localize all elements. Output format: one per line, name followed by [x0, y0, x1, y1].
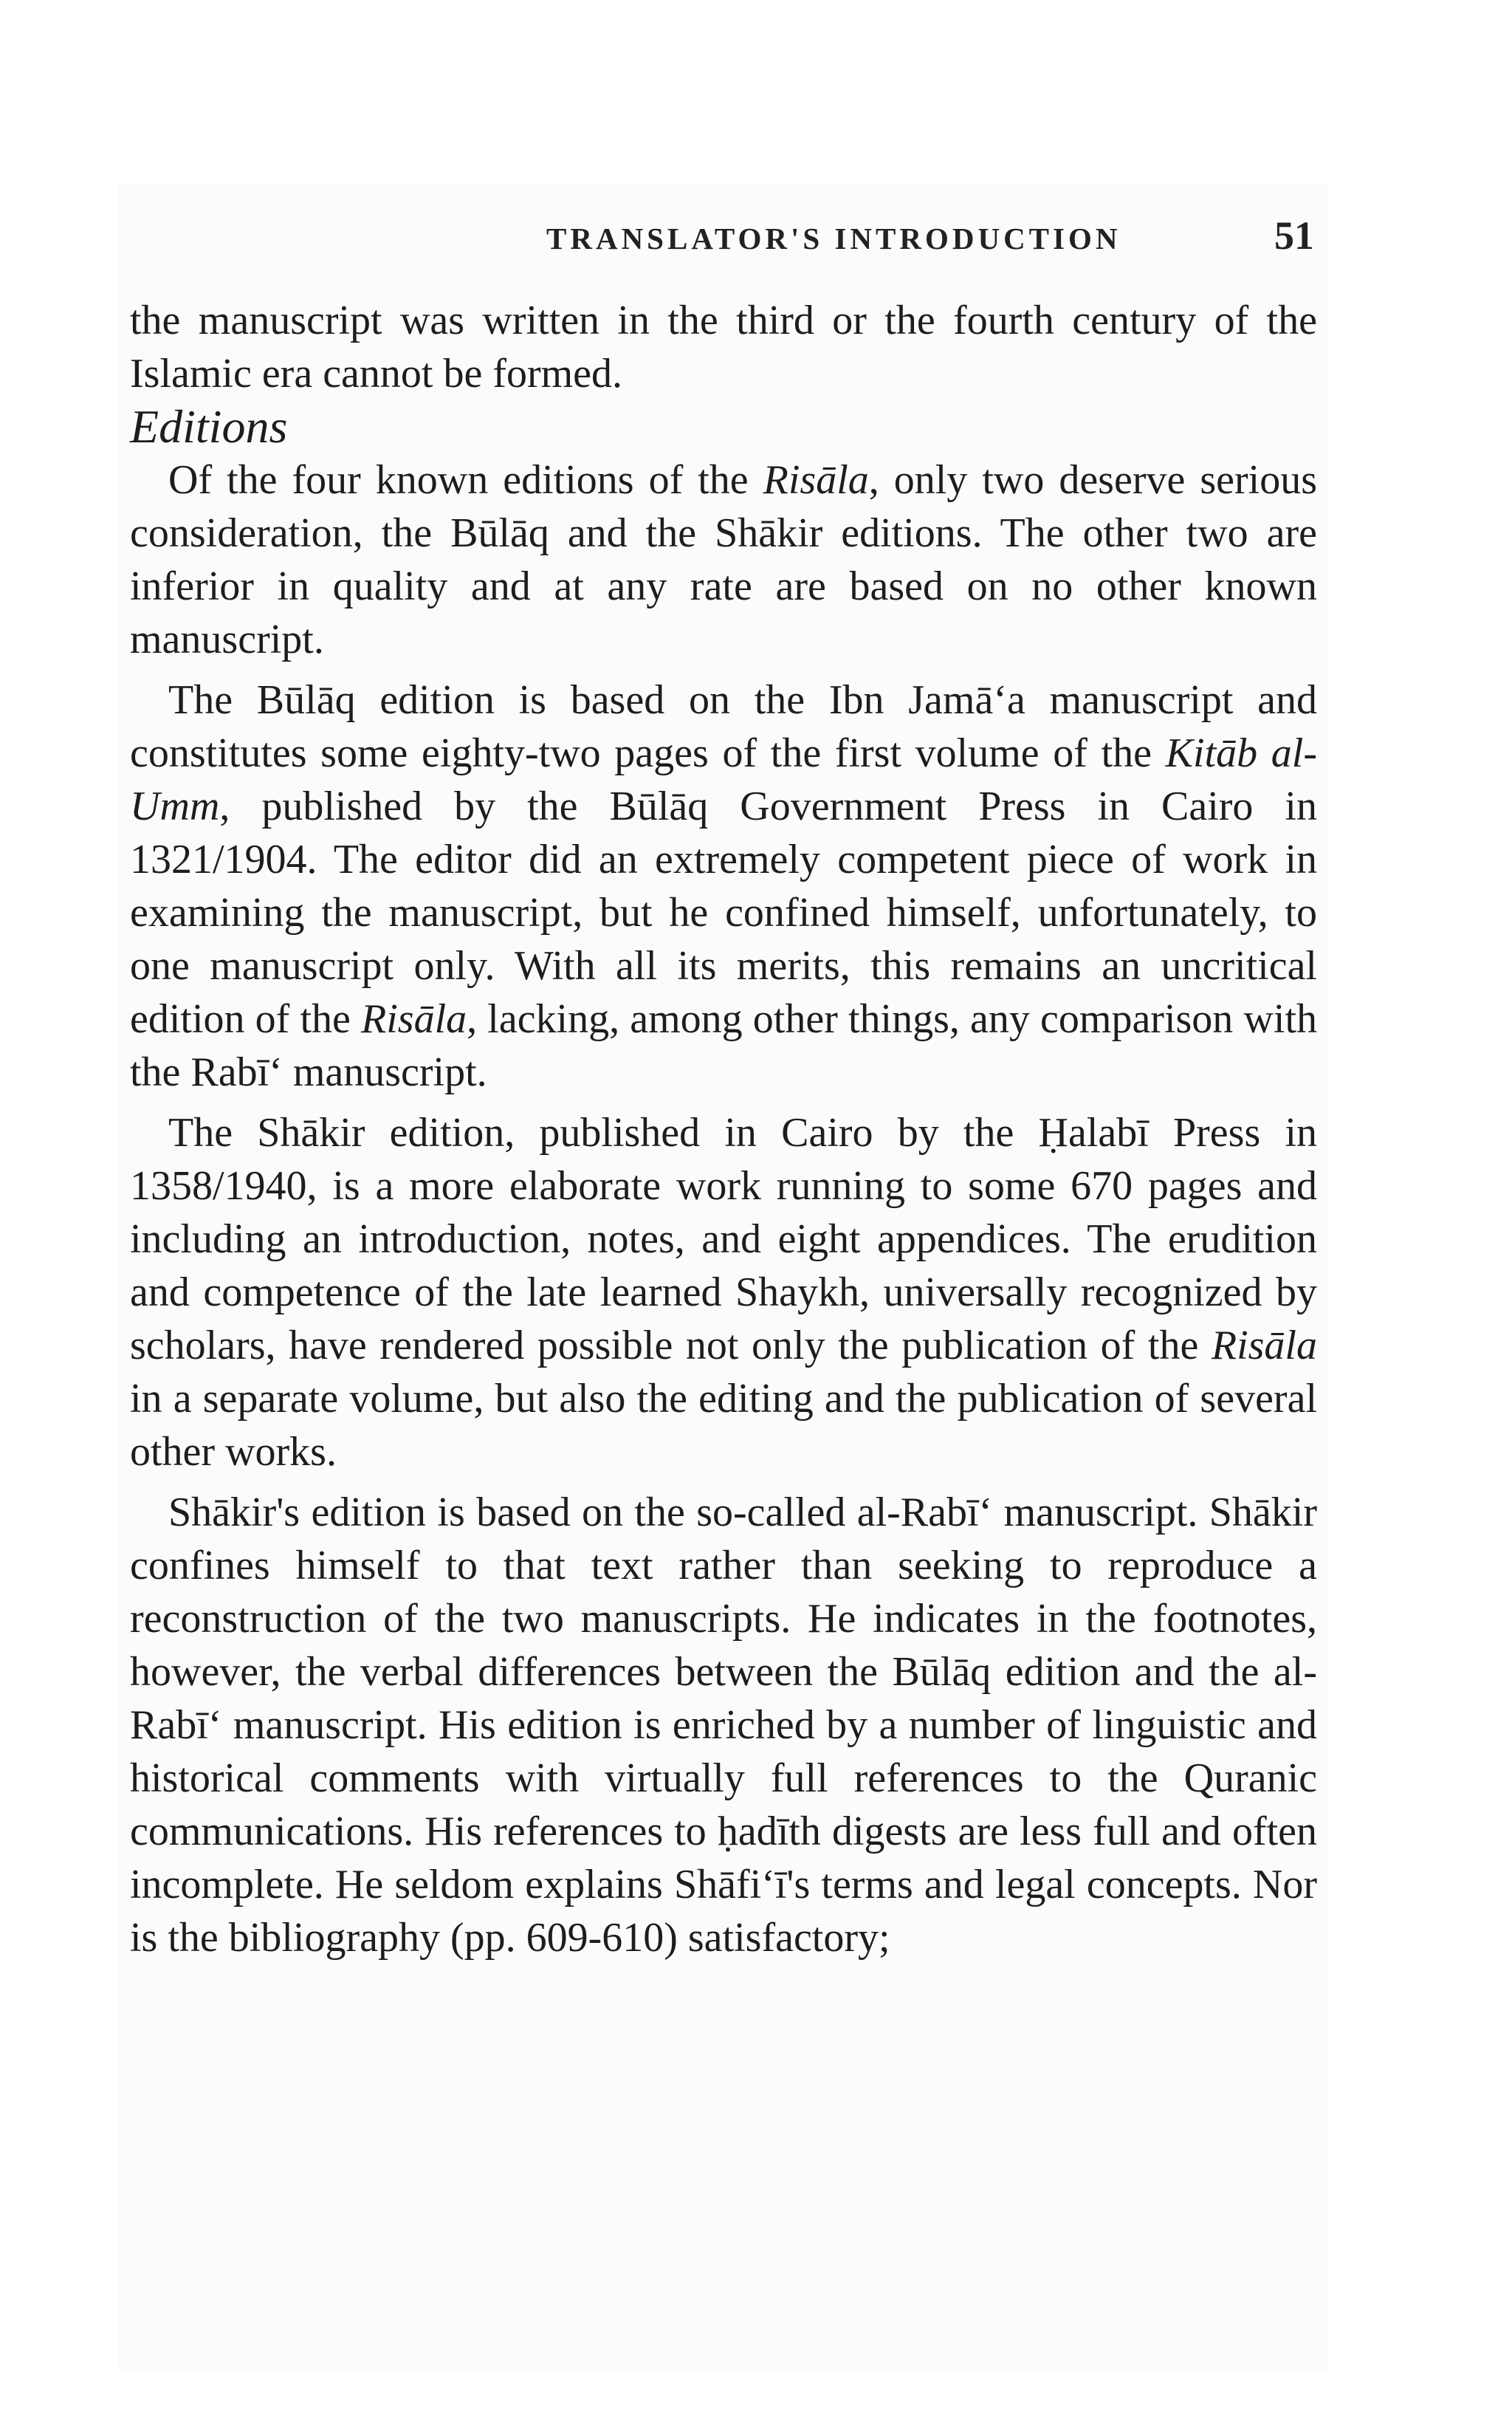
paragraph-3-text-c: in a separate volume, but also the editing and the publication of several other works. — [130, 1376, 1317, 1475]
paragraph-2-title-risala: Risāla — [361, 996, 467, 1042]
paragraph-2-text-e: , lacking, among other things, any comparison with the Rabī‘ manuscript. — [130, 996, 1318, 1095]
paragraph-1-text-a: Of the four known editions of the — [168, 457, 763, 503]
paragraph-1-title-risala: Risāla — [763, 457, 869, 503]
paragraph-4: Shākir's edition is based on the so-called al-Rabī‘ manuscript. Shākir confines himself to that text rather than seeking to reproduce a reconstruction of the two manuscripts. He indicates in the footnotes, however, the verbal differences between the Būlāq edition and the al-Rabī‘ manuscript. His edition is enriched by a number of linguistic and historical comments with virtually full references to the Quranic communications. His references to ḥadīth digests are less full and often incomplete. He seldom explains Shāfi‘ī's terms and legal concepts. Nor is the bibliography (pp. 609-610) satisfactory; — [130, 1489, 1317, 1961]
paragraph-1-text-c: , only two deserve serious consideration, the Būlāq and the Shākir editions. The other two are inferior in quality and at any rate are based on no other known manuscript. — [130, 457, 1317, 662]
section-heading: Editions — [130, 400, 288, 453]
running-header — [546, 213, 1314, 257]
paragraph-3 — [130, 1106, 1317, 1478]
paragraph-3-text-a: The Shākir edition, published in Cairo by the Ḥalabī Press in 1358/1940, is a more elaborate work running to some 670 pages and including an introduction, notes, and eight appendices. The erudition and competence of the late learned Shaykh, universally recognized by scholars, have rendered possible not only the publication of the — [130, 1110, 1317, 1368]
paragraph-2-text-a: The Būlāq edition is based on the Ibn Jamā‘a manuscript and constitutes some eighty-two pages of the first volume of the — [130, 677, 1317, 776]
page-number: 51 — [1274, 213, 1314, 258]
body-text — [130, 294, 1317, 1964]
paragraph-1 — [130, 453, 1317, 666]
paragraph-3-title-risala: Risāla — [1211, 1323, 1317, 1368]
paragraph-2-title-kitab: Kitāb al-Umm — [130, 730, 1317, 829]
running-title: TRANSLATOR'S INTRODUCTION — [546, 222, 1121, 256]
paragraph-2-text-c: , published by the Būlāq Government Press in Cairo in 1321/1904. The editor did an extremely competent piece of work in examining the manuscript, but he confined himself, unfortunately, to one manuscript only. With all its merits, this remains an uncritical edition of the — [130, 784, 1317, 1042]
continuation-paragraph: the manuscript was written in the third or the fourth century of the Islamic era cannot be formed. — [130, 298, 1317, 397]
paragraph-2 — [130, 673, 1317, 1099]
